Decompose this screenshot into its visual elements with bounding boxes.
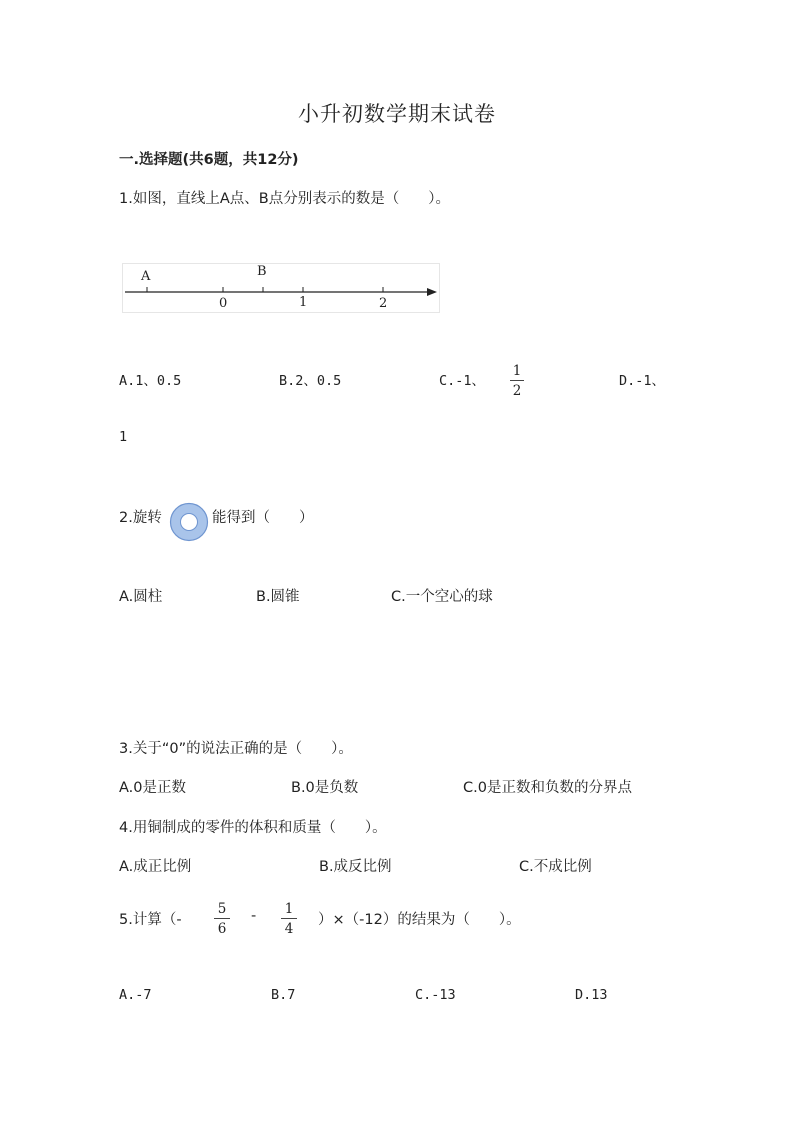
q3-option-c: C.0是正数和负数的分界点	[463, 780, 632, 796]
q4-option-b: B.成反比例	[319, 859, 392, 875]
q5-minus-sign: -	[251, 908, 257, 924]
question-3-stem: 3.关于“0”的说法正确的是（ ）。	[119, 741, 353, 757]
q1-option-b: B.2、0.5	[279, 373, 342, 389]
point-a-label: A	[141, 269, 151, 284]
question-4-stem: 4.用铜制成的零件的体积和质量（ ）。	[119, 820, 387, 836]
fraction-bar	[510, 380, 524, 381]
fraction-numerator: 1	[512, 363, 522, 379]
q2-option-b: B.圆锥	[256, 589, 300, 605]
fraction-bar	[281, 918, 297, 919]
q3-option-a: A.0是正数	[119, 780, 186, 796]
fraction-numerator: 1	[284, 901, 294, 917]
number-line-svg	[123, 264, 439, 312]
tick-label-1: 1	[299, 295, 308, 310]
fraction-numerator: 5	[217, 901, 227, 917]
q5-fraction-1	[214, 901, 230, 937]
tick-label-2: 2	[379, 296, 388, 311]
q3-option-b: B.0是负数	[291, 780, 359, 796]
fraction-denominator: 4	[284, 921, 294, 937]
q2-option-a: A.圆柱	[119, 589, 163, 605]
q1-option-a: A.1、0.5	[119, 373, 182, 389]
question-2-stem-start: 2.旋转	[119, 510, 162, 526]
q1-option-d-continued: 1	[119, 429, 128, 445]
q5-fraction-2	[281, 901, 297, 937]
fraction-bar	[214, 918, 230, 919]
section-heading: 一.选择题(共6题，共12分)	[119, 152, 299, 168]
question-5-stem-end: ）×（-12）的结果为（ ）。	[318, 912, 521, 928]
question-5-stem-start: 5.计算（-	[119, 912, 182, 928]
page-title: 小升初数学期末试卷	[298, 102, 496, 126]
number-line-figure	[122, 263, 440, 313]
q1-option-c-fraction	[510, 363, 524, 399]
q5-option-d: D.13	[575, 987, 608, 1003]
number-line-arrow	[427, 288, 437, 296]
point-b-label: B	[257, 264, 267, 279]
fraction-denominator: 6	[217, 921, 227, 937]
q5-option-a: A.-7	[119, 987, 152, 1003]
fraction-denominator: 2	[512, 383, 522, 399]
q2-option-c: C.一个空心的球	[391, 589, 493, 605]
question-2-stem-end: 能得到（ ）	[212, 510, 314, 526]
q1-option-c: C.-1、	[439, 373, 486, 389]
q1-option-d: D.-1、	[619, 373, 666, 389]
ring-icon	[169, 502, 209, 542]
tick-label-0: 0	[219, 296, 228, 311]
q4-option-c: C.不成比例	[519, 859, 592, 875]
q4-option-a: A.成正比例	[119, 859, 192, 875]
q5-option-b: B.7	[271, 987, 296, 1003]
question-1-stem: 1.如图，直线上A点、B点分别表示的数是（ ）。	[119, 191, 450, 207]
q5-option-c: C.-13	[415, 987, 456, 1003]
